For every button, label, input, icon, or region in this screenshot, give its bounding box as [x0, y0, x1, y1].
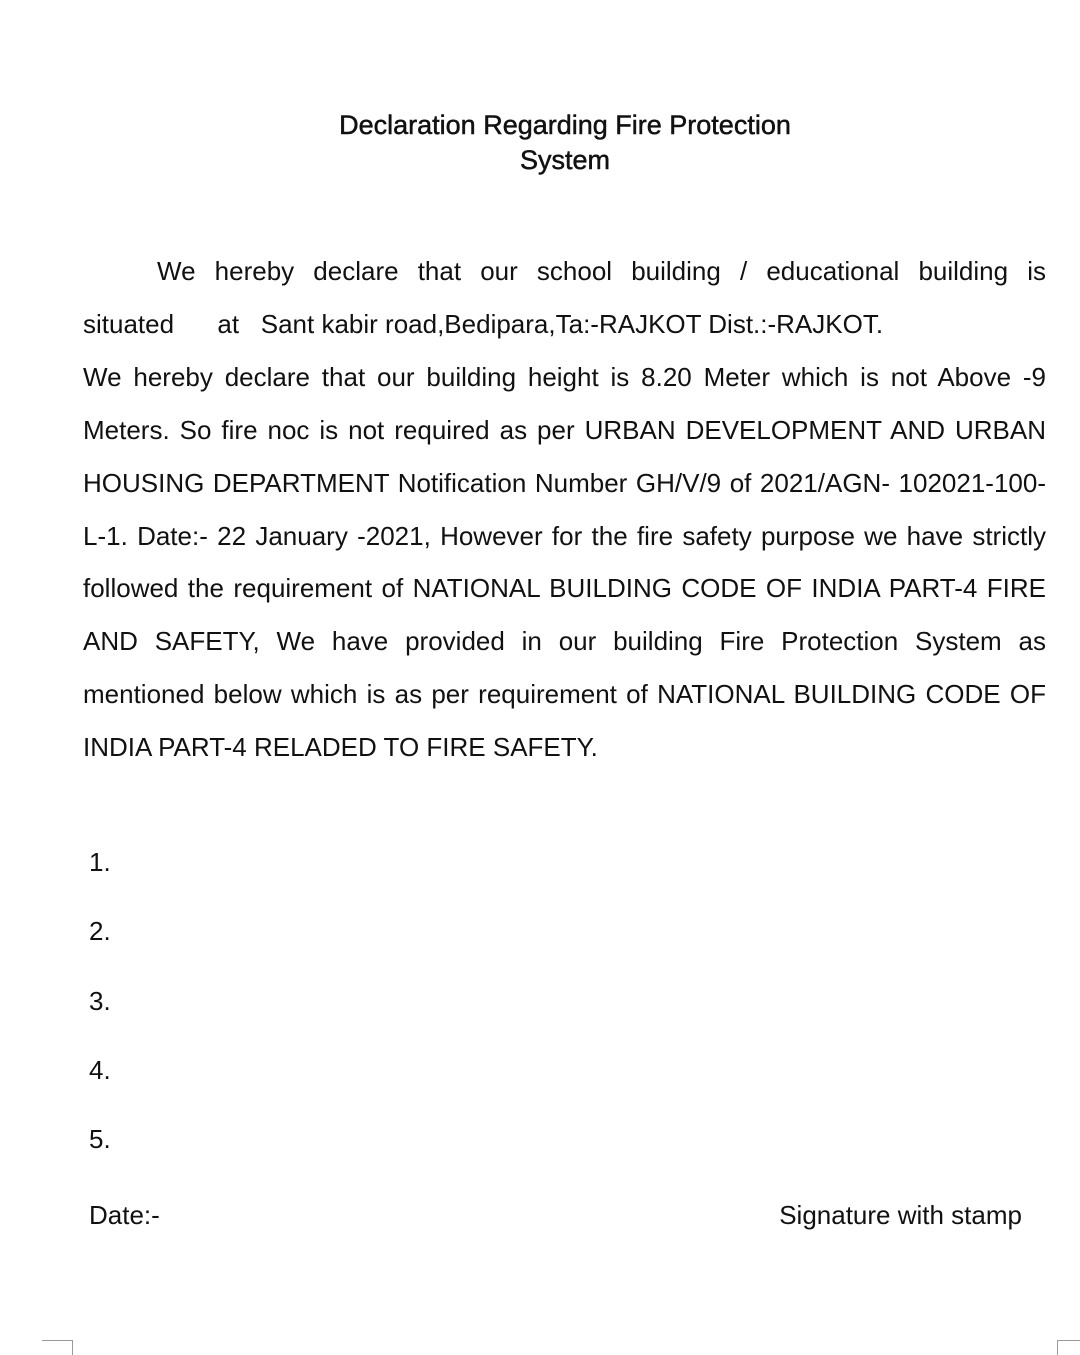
- page-corner-mark-left: [42, 1340, 73, 1355]
- list-item: 3.: [89, 985, 111, 1016]
- list-item: 4.: [89, 1054, 111, 1085]
- signature-label: Signature with stamp: [779, 1200, 1022, 1230]
- date-label: Date:-: [89, 1200, 160, 1230]
- page-corner-mark-right: [1057, 1340, 1080, 1355]
- list-item: 2.: [89, 916, 111, 947]
- document-title: [0, 108, 1080, 178]
- title-line-2: System: [519, 145, 611, 175]
- paragraph-location: We hereby declare that our school building / educational building is situated at Sant kabir road,Bedipara,Ta:-RAJKOT Dist.:-RAJKOT.: [83, 256, 1046, 339]
- title-line-1: Declaration Regarding Fire Protection: [339, 110, 791, 140]
- paragraph-height-declaration: We hereby declare that our building height is 8.20 Meter which is not Above -9 Meters. So fire noc is not required as per URBAN DEVELOPMENT AND URBAN HOUSING DEPARTMENT Notification Number GH/V/9 of 2021/AGN- 102021-100-L-1. Date:- 22 January -2021, However for the fire safety purpose we have strictly followed the requirement of NATIONAL BUILDING CODE OF INDIA PART-4 FIRE AND SAFETY, We have provided in our building Fire Protection System as mentioned below which is as per requirement of NATIONAL BUILDING CODE OF INDIA PART-4 RELADED TO FIRE SAFETY.: [83, 361, 1046, 763]
- list-item: 1.: [89, 847, 111, 877]
- declaration-body: [83, 245, 1046, 774]
- list-item: 5.: [89, 1124, 111, 1155]
- fire-protection-list: [89, 845, 111, 1191]
